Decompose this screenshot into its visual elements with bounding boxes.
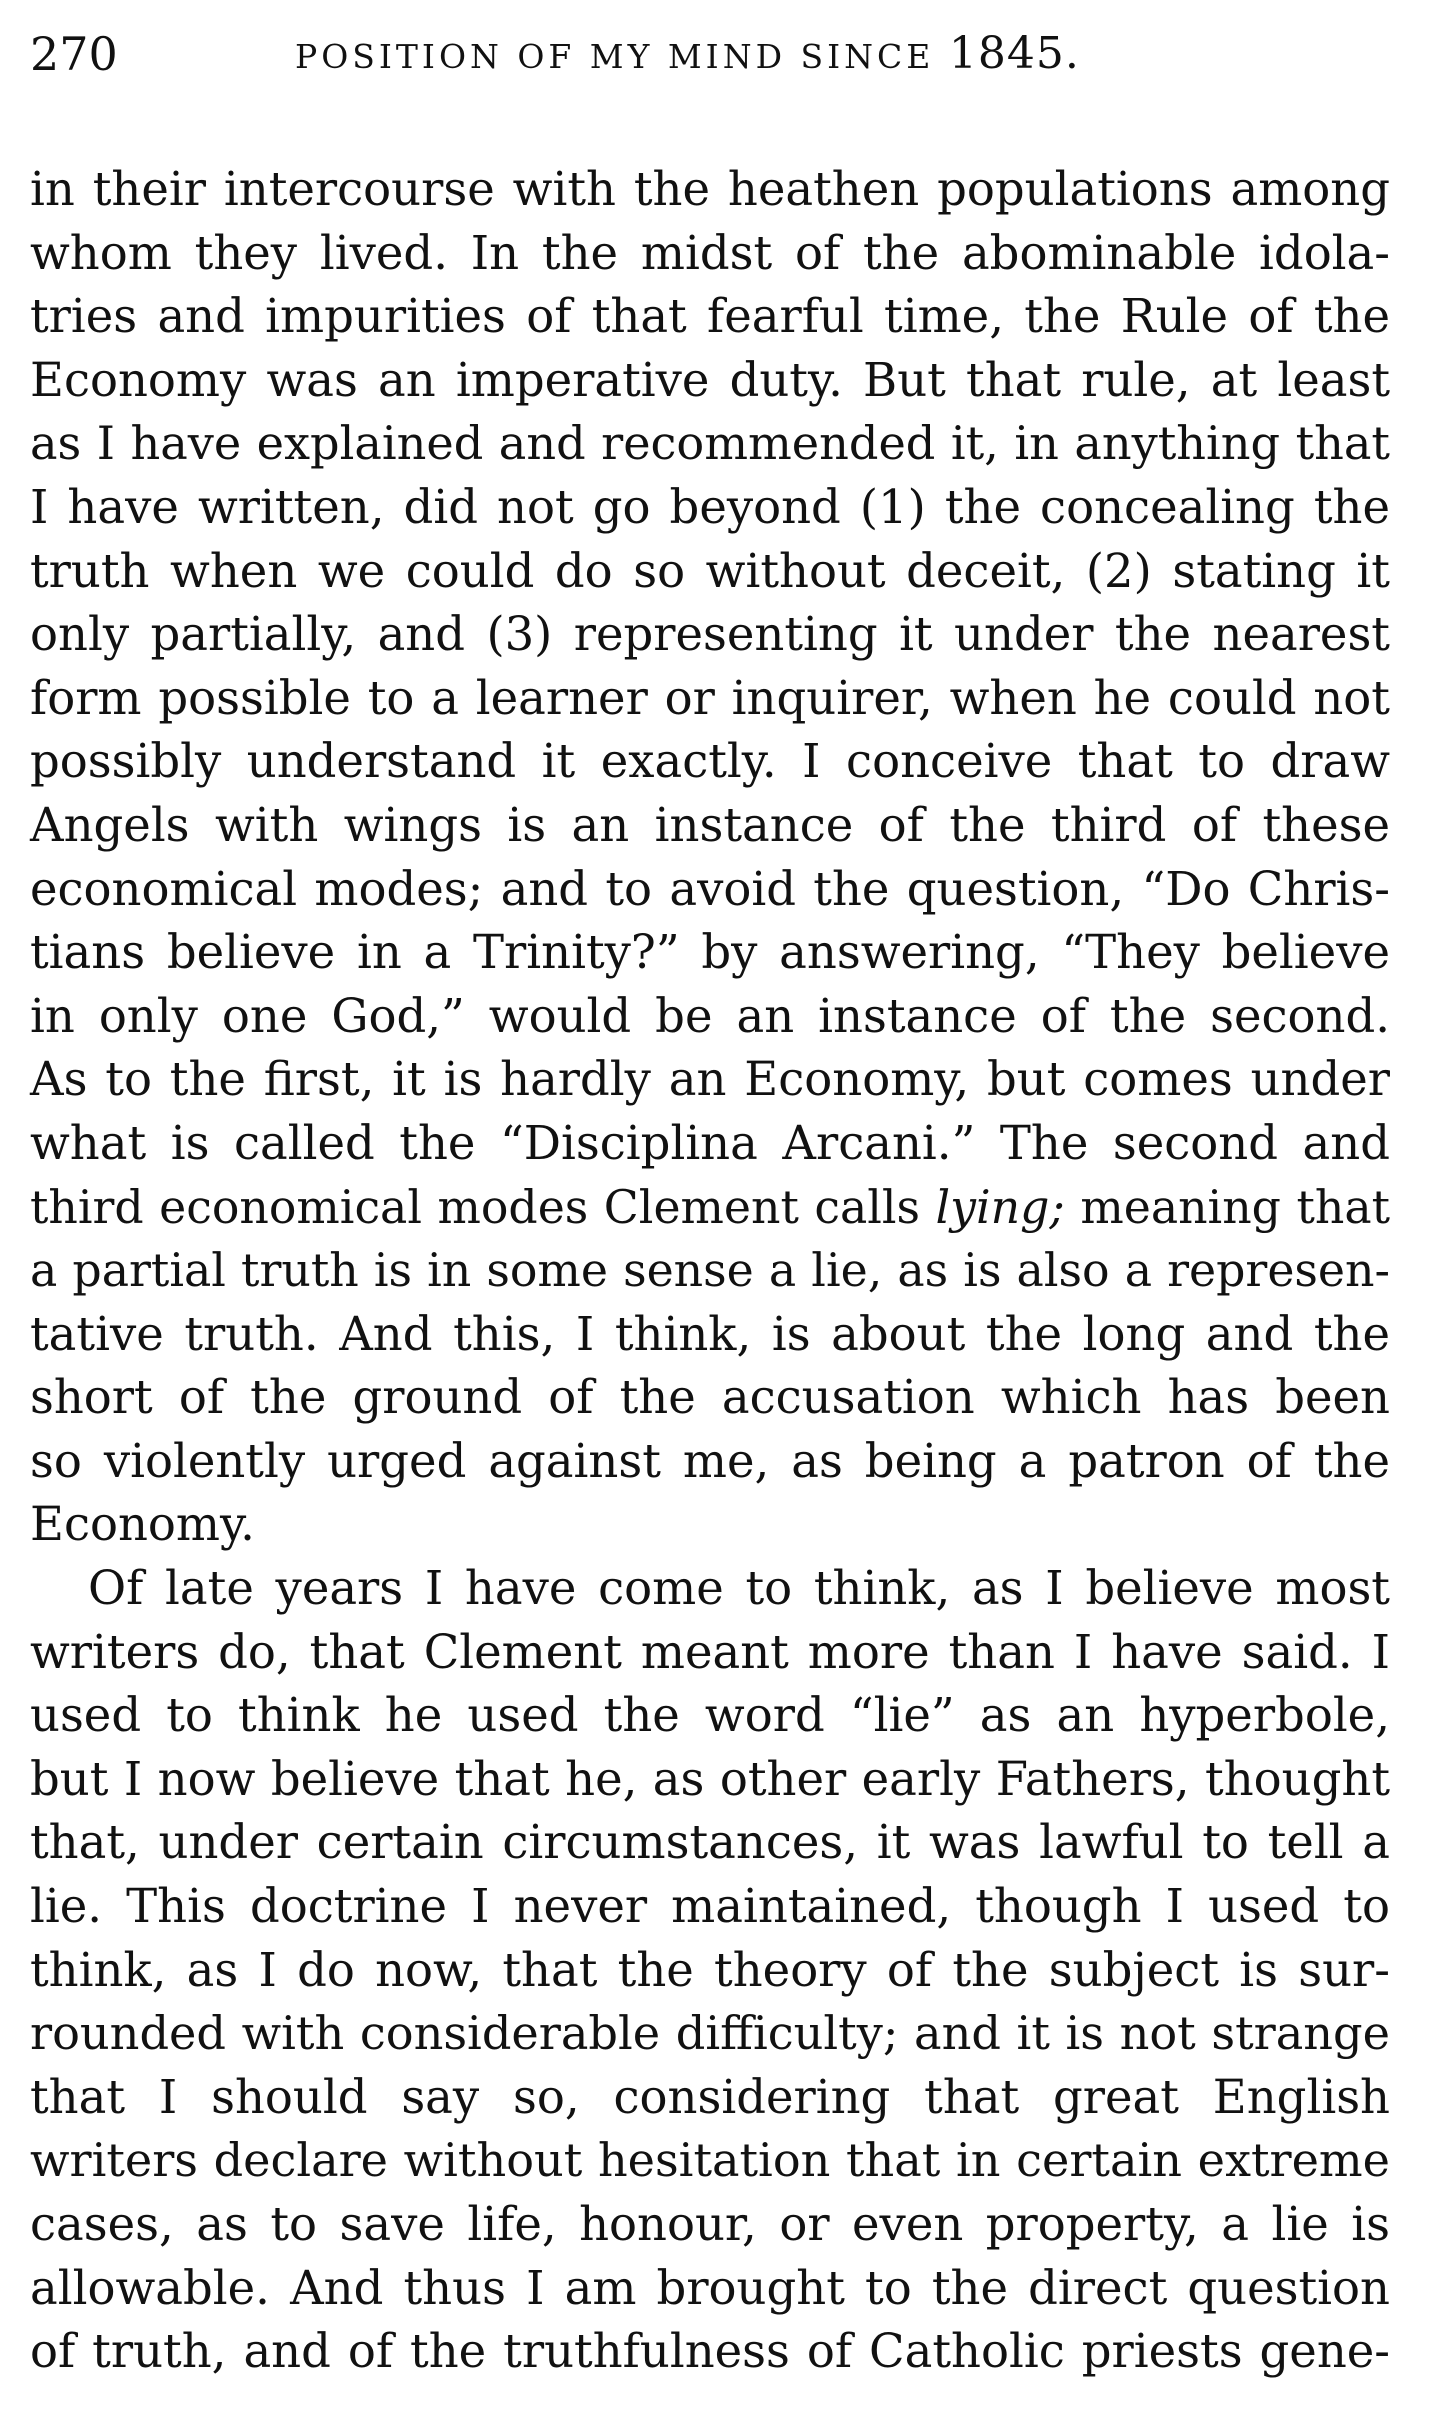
- text-line: of truth, and of the truthfulness of Catholic priests gene-: [30, 2324, 1390, 2379]
- text-line: but I now believe that he, as other early Fathers, thought: [30, 1751, 1390, 1806]
- text-fragment: meaning that: [1064, 1180, 1390, 1234]
- text-line: possibly understand it exactly. I conceive that to draw: [30, 734, 1390, 789]
- text-line: economical modes; and to avoid the question, “Do Chris-: [30, 861, 1390, 916]
- running-title-year: 1845.: [948, 28, 1080, 79]
- text-line: truth when we could do so without deceit, (2) stating it: [30, 543, 1390, 598]
- body-text: [30, 158, 1390, 2384]
- running-title: [295, 22, 1080, 89]
- italic-word: lying;: [935, 1180, 1065, 1234]
- text-line: what is called the “Disciplina Arcani.” The second and: [30, 1115, 1390, 1170]
- text-line: tians believe in a Trinity?” by answering, “They believe: [30, 925, 1390, 980]
- text-line: that, under certain circumstances, it was lawful to tell a: [30, 1815, 1390, 1870]
- text-line: short of the ground of the accusation which has been: [30, 1370, 1390, 1425]
- text-line: writers do, that Clement meant more than I have said. I: [30, 1624, 1390, 1679]
- book-page: [30, 22, 1390, 2384]
- text-line: As to the first, it is hardly an Economy, but comes under: [30, 1052, 1390, 1107]
- text-line: only partially, and (3) representing it under the nearest: [30, 607, 1390, 662]
- text-line: form possible to a learner or inquirer, when he could not: [30, 670, 1390, 725]
- text-line: used to think he used the word “lie” as an hyperbole,: [30, 1688, 1390, 1743]
- paragraph-1: [30, 158, 1390, 1557]
- text-line: think, as I do now, that the theory of the subject is sur-: [30, 1942, 1390, 1997]
- text-line: so violently urged against me, as being a patron of the: [30, 1433, 1390, 1488]
- text-line: allowable. And thus I am brought to the direct question: [30, 2260, 1390, 2315]
- text-line: rounded with considerable difficulty; and it is not strange: [30, 2006, 1390, 2061]
- text-line: cases, as to save life, honour, or even property, a lie is: [30, 2197, 1390, 2251]
- page-header: [30, 22, 1390, 86]
- text-line: whom they lived. In the midst of the abominable idola-: [30, 225, 1390, 280]
- text-line: tative truth. And this, I think, is about the long and the: [30, 1306, 1390, 1361]
- text-line: tries and impurities of that fearful time, the Rule of the: [30, 289, 1390, 344]
- text-line: in their intercourse with the heathen populations among: [30, 162, 1390, 216]
- text-line: as I have explained and recommended it, in anything that: [30, 416, 1390, 471]
- page-number: 270: [30, 27, 118, 81]
- text-line: Of late years I have come to think, as I believe most: [88, 1561, 1390, 1616]
- text-line: Economy.: [30, 1497, 255, 1552]
- text-line: Economy was an imperative duty. But that rule, at least: [30, 352, 1390, 407]
- text-line: I have written, did not go beyond (1) the concealing the: [30, 479, 1390, 534]
- text-line: Angels with wings is an instance of the third of these: [30, 797, 1390, 852]
- text-line-with-italic: [30, 1176, 1390, 1240]
- text-line: in only one God,” would be an instance of the second.: [30, 988, 1390, 1043]
- running-title-text: POSITION OF MY MIND SINCE: [295, 37, 935, 76]
- text-line: that I should say so, considering that great English: [30, 2069, 1390, 2124]
- text-line: a partial truth is in some sense a lie, as is also a represen-: [30, 1243, 1390, 1298]
- text-line: lie. This doctrine I never maintained, though I used to: [30, 1879, 1390, 1934]
- text-line: writers declare without hesitation that in certain extreme: [30, 2133, 1390, 2188]
- text-fragment: third economical modes Clement calls: [30, 1180, 936, 1234]
- paragraph-2: [30, 1557, 1390, 2384]
